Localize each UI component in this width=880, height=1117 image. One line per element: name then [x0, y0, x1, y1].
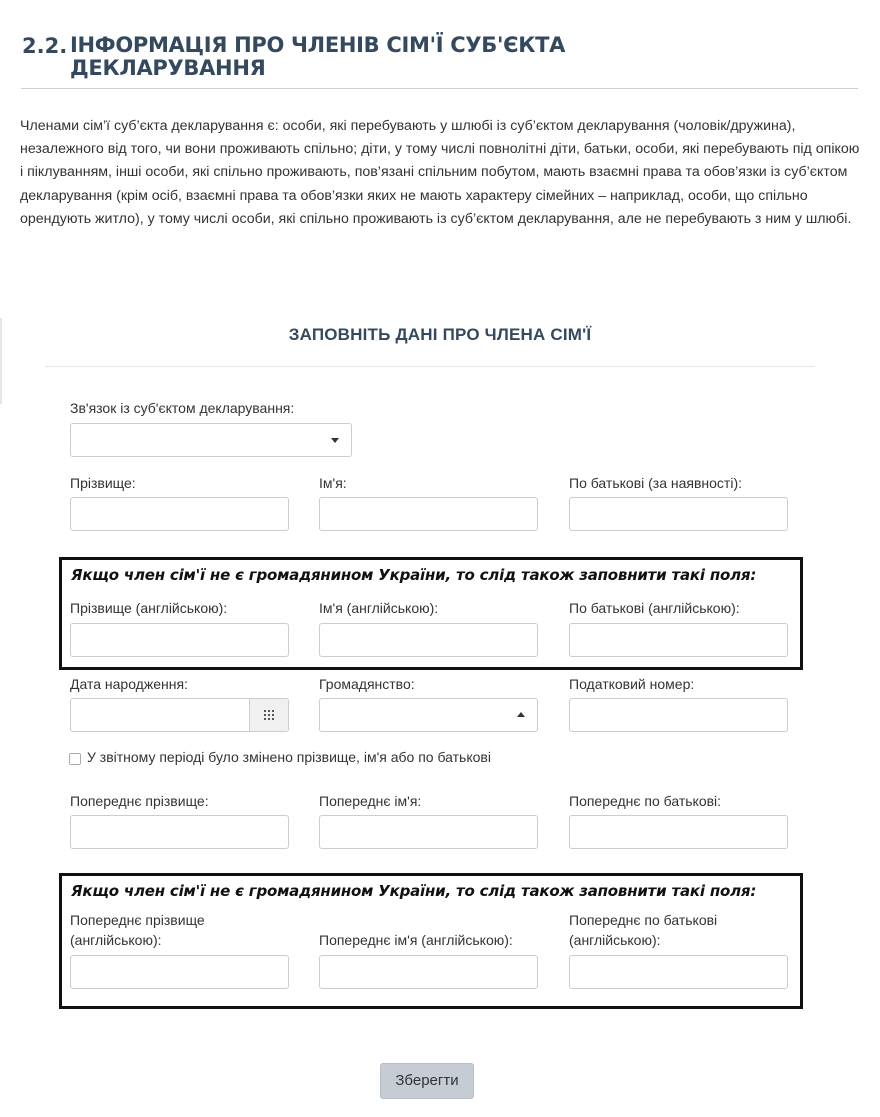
- prev-surname-input[interactable]: [70, 815, 289, 849]
- relation-select[interactable]: [70, 423, 352, 457]
- prev-surname-en-label-line1: Попереднє прізвище: [70, 912, 205, 928]
- relation-label: Зв'язок із суб'єктом декларування:: [70, 400, 295, 416]
- prev-surname-label: Попереднє прізвище:: [70, 793, 209, 809]
- prev-name-input[interactable]: [319, 815, 538, 849]
- citizenship-label: Громадянство:: [319, 676, 415, 692]
- tax-number-label: Податковий номер:: [569, 676, 695, 692]
- surname-input[interactable]: [70, 497, 289, 531]
- section-header-card: [0, 0, 876, 262]
- chevron-down-icon: [331, 438, 339, 443]
- name-label: Ім'я:: [319, 475, 347, 491]
- surname-en-label: Прізвище (англійською):: [70, 600, 228, 616]
- prev-patronymic-en-label-line2: (англійською):: [569, 932, 661, 948]
- patronymic-input[interactable]: [569, 497, 788, 531]
- calendar-button[interactable]: [249, 699, 288, 731]
- title-divider: [21, 88, 858, 89]
- name-en-label: Ім'я (англійською):: [319, 600, 439, 616]
- prev-name-en-input[interactable]: [319, 955, 538, 989]
- prev-patronymic-en-label-line1: Попереднє по батькові: [569, 912, 718, 928]
- tax-number-input[interactable]: [569, 698, 788, 732]
- foreign-citizen-note-2: Якщо член сім'ї не є громадянином України, то слід також заповнити такі поля:: [71, 882, 757, 900]
- name-changed-label[interactable]: У звітному періоді було змінено прізвище, ім'я або по батькові: [87, 749, 491, 765]
- prev-patronymic-input[interactable]: [569, 815, 788, 849]
- prev-name-en-label: Попереднє ім'я (англійською):: [319, 932, 513, 948]
- prev-name-label: Попереднє ім'я:: [319, 793, 422, 809]
- patronymic-en-label: По батькові (англійською):: [569, 600, 740, 616]
- calendar-grid-icon: [264, 710, 274, 720]
- name-input[interactable]: [319, 497, 538, 531]
- name-en-input[interactable]: [319, 623, 538, 657]
- birthdate-input[interactable]: [70, 698, 289, 732]
- birthdate-label: Дата народження:: [70, 676, 188, 692]
- section-number: 2.2.: [22, 34, 68, 58]
- form-title: ЗАПОВНІТЬ ДАНІ ПРО ЧЛЕНА СІМ'Ї: [288, 325, 592, 344]
- section-intro-text: Членами сім’ї суб’єкта декларування є: особи, які перебувають у шлюбі із суб’єктом декларування (чоловік/дружина), незалежного від того, чи вони проживають спільно; діти, у тому числі повнолітні діти, батьки, особи, які перебувають під опікою і піклуванням, інші особи, які спільно проживають, пов’язані спільним побутом, мають взаємні права та обов’язки із суб’єктом декларування (крім осіб, взаємні права та обов’язки яких не мають характеру сімейних – наприклад, особи, що спільно орендують житло), у тому числі особи, які спільно проживають із суб’єктом декларування, але не перебувають з ним у шлюбі.: [20, 118, 860, 227]
- prev-surname-en-label-line2: (англійською):: [70, 932, 162, 948]
- section-title: ІНФОРМАЦІЯ ПРО ЧЛЕНІВ СІМ'Ї СУБ'ЄКТА ДЕКЛАРУВАННЯ: [70, 33, 566, 80]
- foreign-citizen-note: Якщо член сім'ї не є громадянином України, то слід також заповнити такі поля:: [71, 566, 757, 584]
- prev-surname-en-label: [70, 910, 205, 950]
- prev-patronymic-en-label: [569, 910, 717, 950]
- prev-patronymic-label: Попереднє по батькові:: [569, 793, 722, 809]
- citizenship-select[interactable]: [319, 698, 538, 732]
- name-changed-checkbox[interactable]: [69, 753, 81, 765]
- prev-patronymic-en-input[interactable]: [569, 955, 788, 989]
- patronymic-en-input[interactable]: [569, 623, 788, 657]
- save-button[interactable]: Зберегти: [380, 1063, 474, 1099]
- chevron-up-icon: [517, 712, 525, 717]
- form-divider: [45, 366, 815, 367]
- surname-label: Прізвище:: [70, 475, 136, 491]
- patronymic-label: По батькові (за наявності):: [569, 475, 743, 491]
- surname-en-input[interactable]: [70, 623, 289, 657]
- prev-surname-en-input[interactable]: [70, 955, 289, 989]
